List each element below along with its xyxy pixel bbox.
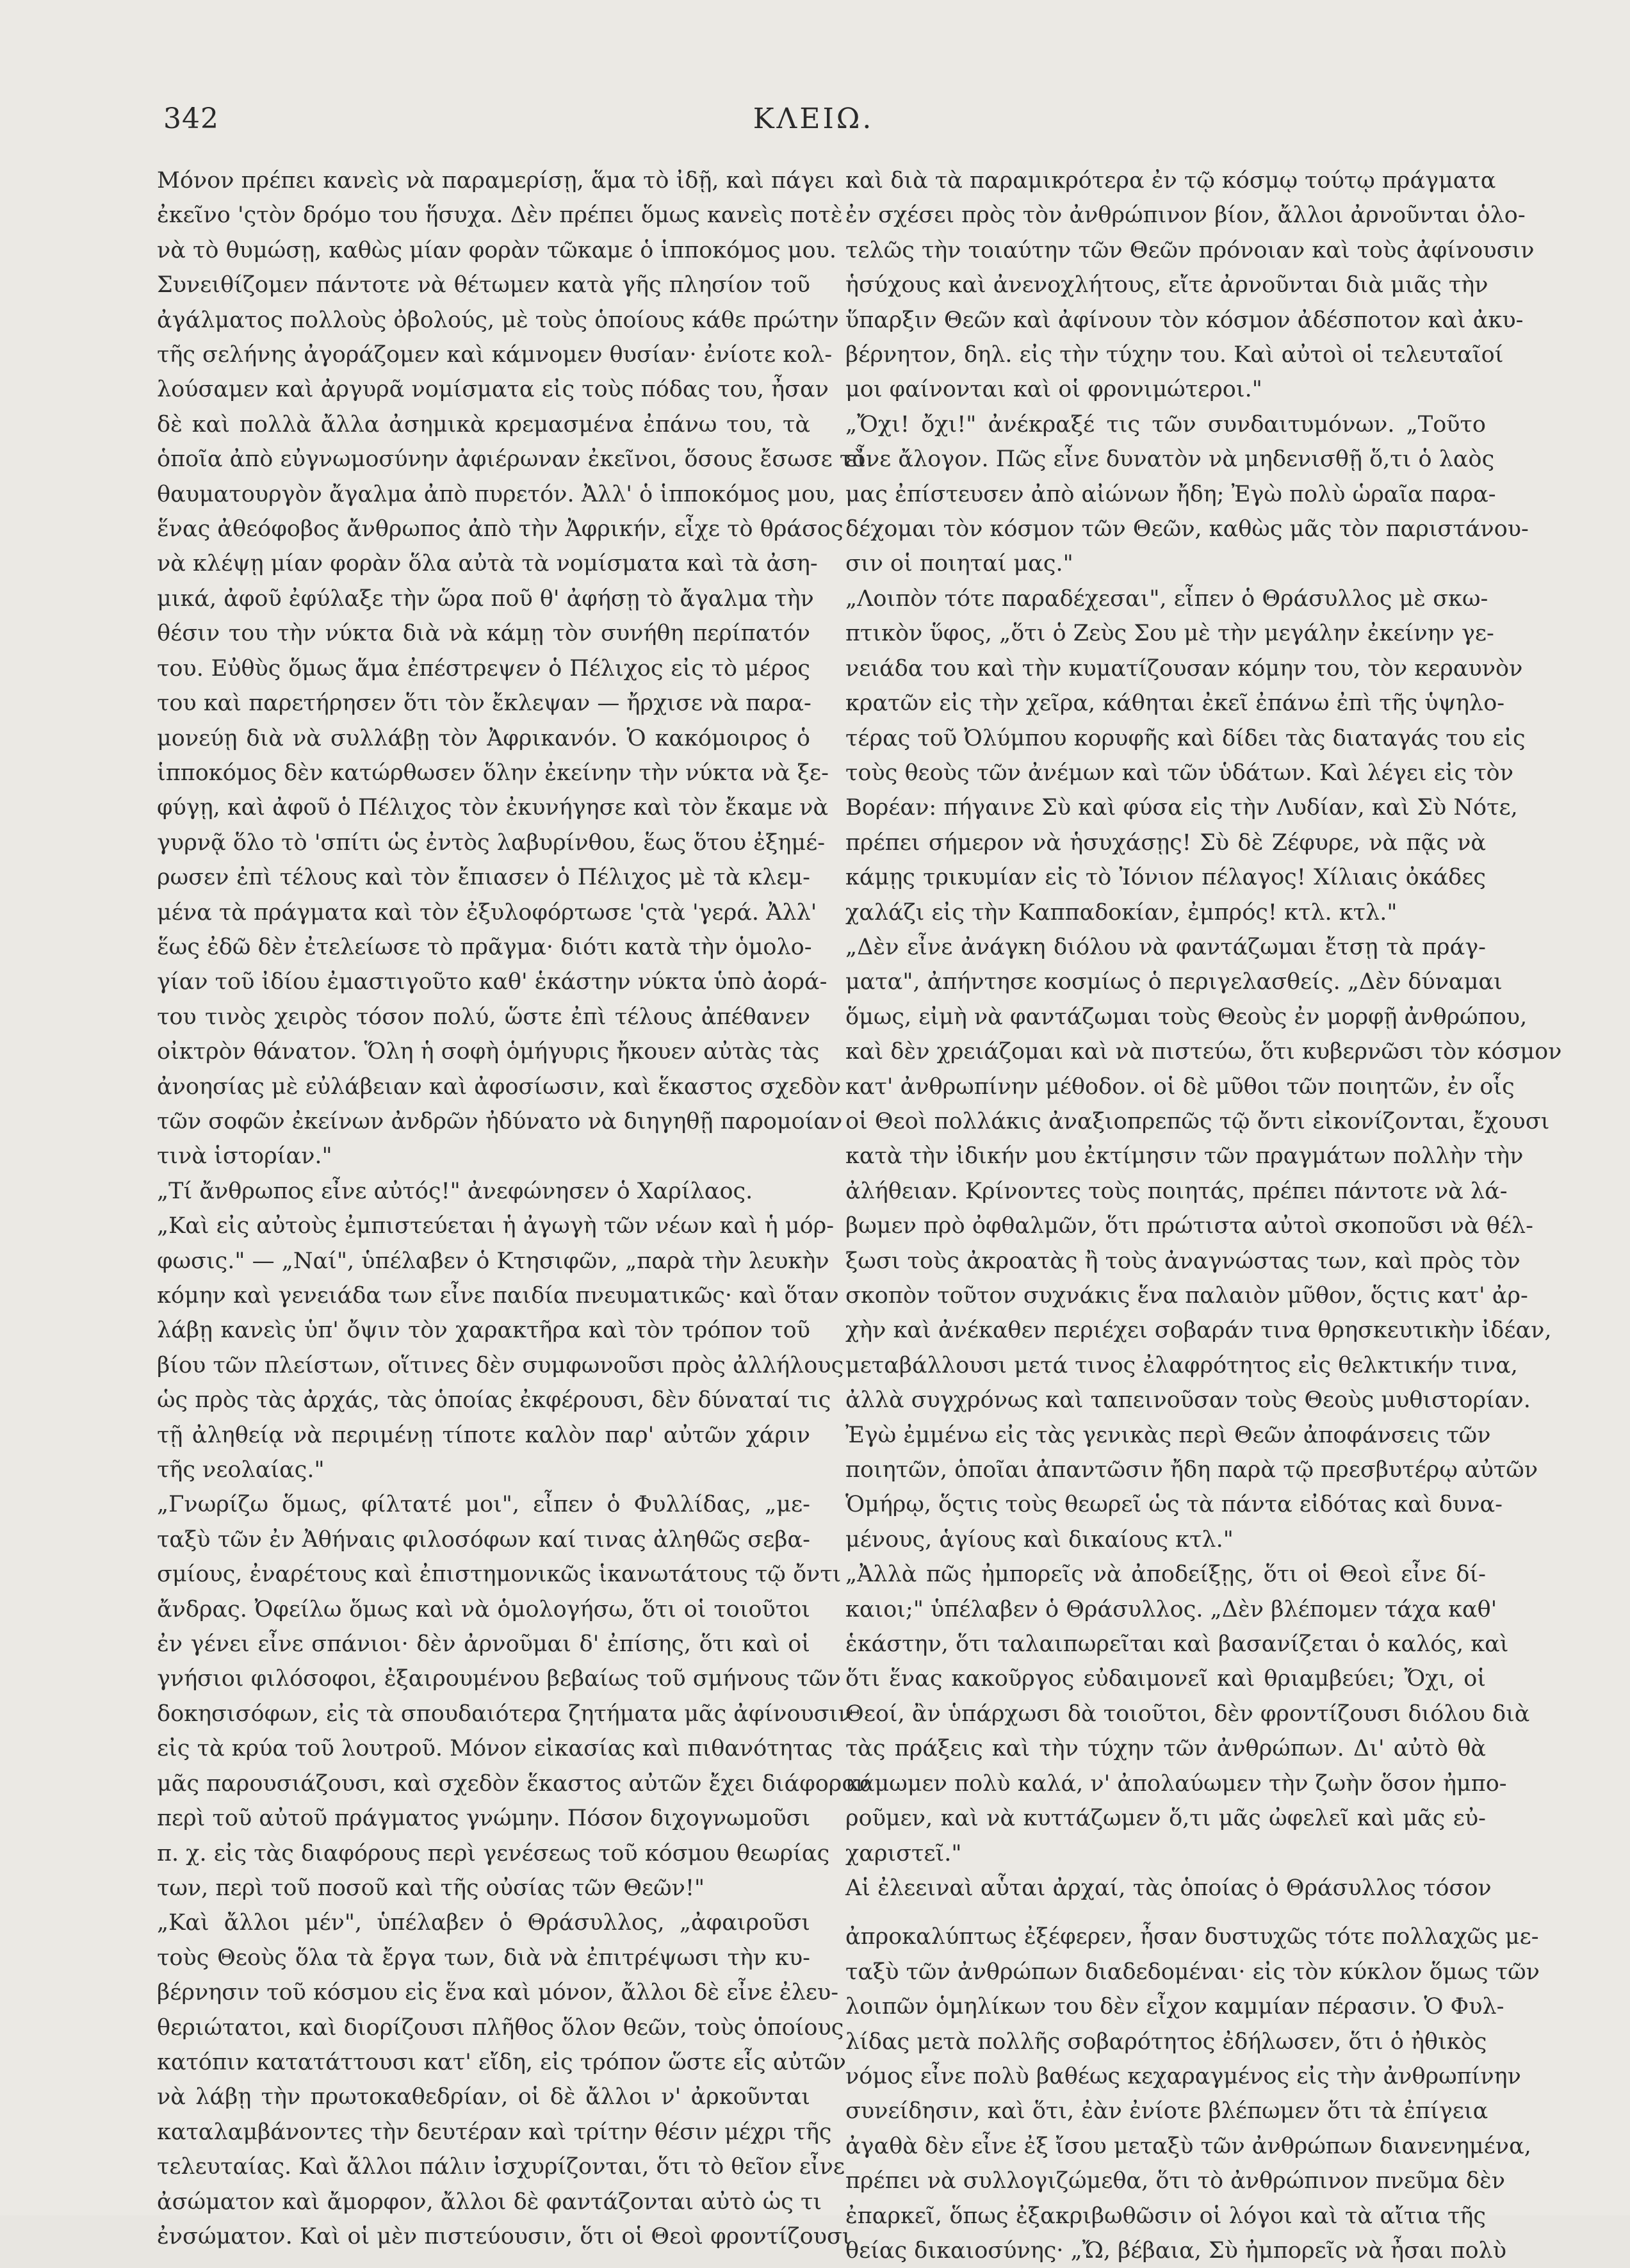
text-line: ἐν γένει εἶνε σπάνιοι· δὲν ἀρνοῦμαι δ' ἐπίσης, ὅτι καὶ οἱ [157, 1631, 810, 1658]
text-line: τελῶς τὴν τοιαύτην τῶν Θεῶν πρόνοιαν καὶ τοὺς ἀφίνουσιν [845, 237, 1535, 263]
text-line: των, περὶ τοῦ ποσοῦ καὶ τῆς οὐσίας τῶν Θεῶν!" [157, 1875, 705, 1901]
text-line: τὰς πράξεις καὶ τὴν τύχην τῶν ἀνθρώπων. Δι' αὐτὸ θὰ [845, 1736, 1486, 1762]
text-line: Βορέαν: πήγαινε Σὺ καὶ φύσα εἰς τὴν Λυδίαν, καὶ Σὺ Νότε, [845, 795, 1518, 821]
text-line: Συνειθίζομεν πάντοτε νὰ θέτωμεν κατὰ γῆς πλησίον τοῦ [157, 272, 810, 298]
text-line: ὕπαρξιν Θεῶν καὶ ἀφίνουν τὸν κόσμον ἀδέσποτον καὶ ἀκυ- [845, 307, 1524, 333]
text-line: τελευταίας. Καὶ ἄλλοι πάλιν ἰσχυρίζονται, ὅτι τὸ θεῖον εἶνε [157, 2154, 845, 2180]
text-line: ἄνδρας. Ὀφείλω ὅμως καὶ νὰ ὁμολογήσω, ὅτι οἱ τοιοῦτοι [157, 1596, 810, 1622]
text-line: γνήσιοι φιλόσοφοι, ἐξαιρουμένου βεβαίως τοῦ σμήνους τῶν [157, 1666, 841, 1692]
text-line: νὰ λάβῃ τὴν πρωτοκαθεδρίαν, οἱ δὲ ἄλλοι ν' ἀρκοῦνται [157, 2084, 810, 2110]
text-line: εἰς τὰ κρύα τοῦ λουτροῦ. Μόνον εἰκασίας καὶ πιθανότητας [157, 1736, 833, 1762]
text-line: ἀνοησίας μὲ εὐλάβειαν καὶ ἀφοσίωσιν, καὶ ἕκαστος σχεδὸν [157, 1073, 842, 1100]
text-line: οἰκτρὸν θάνατον. Ὅλη ἡ σοφὴ ὁμήγυρις ἤκουεν αὐτὰς τὰς [157, 1039, 820, 1065]
text-line: μένους, ἁγίους καὶ δικαίους κτλ." [845, 1526, 1234, 1553]
right-text-column [845, 163, 1562, 2268]
running-title: ΚΛΕΙΩ. [753, 102, 874, 135]
text-line: σιν οἱ ποιηταί μας." [845, 551, 1073, 577]
text-line: μᾶς παρουσιάζουσι, καὶ σχεδὸν ἕκαστος αὐτῶν ἔχει διάφορον [157, 1770, 869, 1797]
text-line: ἀλλὰ συγχρόνως καὶ ταπεινοῦσαν τοὺς Θεοὺς μυθιστορίαν. [845, 1387, 1531, 1414]
text-line: πτικὸν ὕφος, „ὅτι ὁ Ζεὺς Σου μὲ τὴν μεγάλην ἐκείνην γε- [845, 621, 1494, 647]
text-line: μοι φαίνονται καὶ οἱ φρονιμώτεροι." [845, 377, 1262, 403]
text-line: λίδας μετὰ πολλῆς σοβαρότητος ἐδήλωσεν, ὅτι ὁ ἠθικὸς [845, 2028, 1487, 2055]
text-line: λάβῃ κανεὶς ὑπ' ὄψιν τὸν χαρακτῆρα καὶ τὸν τρόπον τοῦ [157, 1318, 810, 1344]
text-line: νὰ κλέψῃ μίαν φορὰν ὅλα αὐτὰ τὰ νομίσματα καὶ τὰ ἀση- [157, 551, 818, 577]
text-line: „Γνωρίζω ὅμως, φίλτατέ μοι", εἶπεν ὁ Φυλλίδας, „με- [157, 1492, 810, 1518]
text-line: πρέπει σήμερον νὰ ἡσυχάσῃς! Σὺ δὲ Ζέφυρε, νὰ πᾷς νὰ [845, 829, 1486, 856]
text-line: τῆς σελήνης ἀγοράζομεν καὶ κάμνομεν θυσίαν· ἐνίοτε κολ- [157, 342, 833, 368]
text-line: δέχομαι τὸν κόσμον τῶν Θεῶν, καθὼς μᾶς τὸν παριστάνου- [845, 516, 1529, 543]
text-line: ἱπποκόμος δὲν κατώρθωσεν ὅλην ἐκείνην τὴν νύκτα νὰ ξε- [157, 760, 829, 786]
text-line: κατ' ἀνθρωπίνην μέθοδον. οἱ δὲ μῦθοι τῶν ποιητῶν, ἐν οἷς [845, 1073, 1515, 1100]
text-line: ἡσύχους καὶ ἀνενοχλήτους, εἴτε ἀρνοῦνται διὰ μιᾶς τὴν [845, 272, 1488, 298]
text-line: μένα τὰ πράγματα καὶ τὸν ἐξυλοφόρτωσε 'ςτὰ 'γερά. Ἀλλ' [157, 899, 817, 926]
text-line: νὰ τὸ θυμώσῃ, καθὼς μίαν φορὰν τῶκαμε ὁ ἱπποκόμος μου. [157, 237, 837, 263]
text-line: „Καὶ ἄλλοι μέν", ὑπέλαβεν ὁ Θράσυλλος, „ἀφαιροῦσι [157, 1910, 810, 1936]
text-line: μας ἐπίστευσεν ἀπὸ αἰώνων ἤδη; Ἐγὼ πολὺ ὡραῖα παρα- [845, 481, 1496, 507]
text-line: χὴν καὶ ἀνέκαθεν περιέχει σοβαράν τινα θρησκευτικὴν ἰδέαν, [845, 1318, 1552, 1344]
text-line: ἀπροκαλύπτως ἐξέφερεν, ἦσαν δυστυχῶς τότε πολλαχῶς με- [845, 1924, 1539, 1950]
text-line: π. χ. εἰς τὰς διαφόρους περὶ γενέσεως τοῦ κόσμου θεωρίας [157, 1840, 830, 1866]
text-line: πρέπει νὰ συλλογιζώμεθα, ὅτι τὸ ἀνθρώπινον πνεῦμα δὲν [845, 2168, 1506, 2194]
text-line: βέρνητον, δηλ. εἰς τὴν τύχην του. Καὶ αὐτοὶ οἱ τελευταῖοί [845, 342, 1504, 368]
text-line: λούσαμεν καὶ ἀργυρᾶ νομίσματα εἰς τοὺς πόδας του, ἦσαν [157, 377, 829, 403]
text-line: κατὰ τὴν ἰδικήν μου ἐκτίμησιν τῶν πραγμάτων πολλὴν τὴν [845, 1143, 1524, 1170]
text-line: βέρνησιν τοῦ κόσμου εἰς ἕνα καὶ μόνον, ἄλλοι δὲ εἶνε ἐλευ- [157, 1980, 839, 2006]
text-line: „Ὄχι! ὄχι!" ἀνέκραξέ τις τῶν συνδαιτυμόνων. „Τοῦτο [845, 411, 1486, 437]
text-line: ὡς πρὸς τὰς ἀρχάς, τὰς ὁποίας ἐκφέρουσι, δὲν δύναταί τις [157, 1387, 831, 1414]
text-line: περὶ τοῦ αὐτοῦ πράγματος γνώμην. Πόσον διχογνωμοῦσι [157, 1806, 811, 1832]
text-line: του τινὸς χειρὸς τόσον πολύ, ὥστε ἐπὶ τέλους ἀπέθανεν [157, 1004, 810, 1030]
text-line: θέσιν του τὴν νύκτα διὰ νὰ κάμῃ τὸν συνήθη περίπατόν [157, 621, 810, 647]
text-line: ματα", ἀπήντησε κοσμίως ὁ περιγελασθείς. „Δὲν δύναμαι [845, 969, 1503, 995]
text-line: δοκησισόφων, εἰς τὰ σπουδαιότερα ζητήματα μᾶς ἀφίνουσιν [157, 1701, 852, 1727]
text-line: του. Εὐθὺς ὅμως ἅμα ἐπέστρεψεν ὁ Πέλιχος εἰς τὸ μέρος [157, 655, 810, 681]
text-line: „Ἀλλὰ πῶς ἠμπορεῖς νὰ ἀποδείξῃς, ὅτι οἱ Θεοὶ εἶνε δί- [845, 1562, 1486, 1588]
page-header [157, 96, 1470, 147]
text-line: τῶν σοφῶν ἐκείνων ἀνδρῶν ἠδύνατο νὰ διηγηθῇ παρομοίαν [157, 1108, 843, 1134]
text-line: βωμεν πρὸ ὀφθαλμῶν, ὅτι πρώτιστα αὐτοὶ σκοποῦσι νὰ θέλ- [845, 1213, 1533, 1239]
text-line: κάμῃς τρικυμίαν εἰς τὸ Ἰόνιον πέλαγος! Χίλιαις ὀκάδες [845, 865, 1486, 891]
text-line: του καὶ παρετήρησεν ὅτι τὸν ἔκλεψαν — ἤρχισε νὰ παρα- [157, 690, 811, 717]
text-line: ἀγαθὰ δὲν εἶνε ἐξ ἴσου μεταξὺ τῶν ἀνθρώπων διανενημένα, [845, 2133, 1531, 2159]
text-line: καὶ δὲν χρειάζομαι καὶ νὰ πιστεύω, ὅτι κυβερνῶσι τὸν κόσμον [845, 1039, 1562, 1065]
text-line: τοὺς θεοὺς τῶν ἀνέμων καὶ τῶν ὑδάτων. Καὶ λέγει εἰς τὸν [845, 760, 1513, 786]
text-line: κατόπιν κατατάττουσι κατ' εἴδη, εἰς τρόπον ὥστε εἷς αὐτῶν [157, 2049, 846, 2075]
text-line: σμίους, ἐναρέτους καὶ ἐπιστημονικῶς ἱκανωτάτους τῷ ὄντι [157, 1562, 842, 1588]
text-line: ἀγάλματος πολλοὺς ὀβολούς, μὲ τοὺς ὁποίους κάθε πρώτην [157, 307, 839, 333]
text-line: καταλαμβάνοντες τὴν δευτέραν καὶ τρίτην θέσιν μέχρι τῆς [157, 2119, 832, 2145]
text-line: θεριώτατοι, καὶ διορίζουσι πλῆθος ὅλον θεῶν, τοὺς ὁποίους [157, 2014, 844, 2041]
text-line: τινὰ ἱστορίαν." [157, 1143, 332, 1170]
text-line: εἶνε ἄλογον. Πῶς εἶνε δυνατὸν νὰ μηδενισθῇ ὅ,τι ὁ λαὸς [845, 446, 1495, 473]
text-line: σκοπὸν τοῦτον συχνάκις ἕνα παλαιὸν μῦθον, ὅςτις κατ' ἀρ- [845, 1283, 1528, 1309]
text-line: Θεοί, ἂν ὑπάρχωσι δὰ τοιοῦτοι, δὲν φροντίζουσι διόλου διὰ [845, 1701, 1530, 1727]
text-line: ὁποῖα ἀπὸ εὐγνωμοσύνην ἀφιέρωναν ἐκεῖνοι, ὅσους ἔσωσε τὸ [157, 446, 866, 473]
text-line: ἀλήθειαν. Κρίνοντες τοὺς ποιητάς, πρέπει πάντοτε νὰ λά- [845, 1178, 1508, 1204]
text-line: ξωσι τοὺς ἀκροατὰς ἢ τοὺς ἀναγνώστας των, καὶ πρὸς τὸν [845, 1248, 1520, 1274]
text-line: τῇ ἀληθείᾳ νὰ περιμένῃ τίποτε καλὸν παρ' αὐτῶν χάριν [157, 1422, 810, 1448]
text-line: οἱ Θεοὶ πολλάκις ἀναξιοπρεπῶς τῷ ὄντι εἰκονίζονται, ἔχουσι [845, 1108, 1550, 1134]
text-line: κρατῶν εἰς τὴν χεῖρα, κάθηται ἐκεῖ ἐπάνω ἐπὶ τῆς ὑψηλο- [845, 690, 1505, 717]
text-line: ὅτι ἕνας κακοῦργος εὐδαιμονεῖ καὶ θριαμβεύει; Ὄχι, οἱ [845, 1666, 1486, 1692]
text-line: τοὺς Θεοὺς ὅλα τὰ ἔργα των, διὰ νὰ ἐπιτρέψωσι τὴν κυ- [157, 1945, 810, 1971]
text-line: „Δὲν εἶνε ἀνάγκη διόλου νὰ φαντάζωμαι ἔτσῃ τὰ πράγ- [845, 934, 1486, 960]
left-text-column [157, 163, 869, 2254]
text-line: ἐνσώματον. Καὶ οἱ μὲν πιστεύουσιν, ὅτι οἱ Θεοὶ φροντίζουσι [157, 2223, 851, 2249]
text-line: θαυματουργὸν ἄγαλμα ἀπὸ πυρετόν. Ἀλλ' ὁ ἱπποκόμος μου, [157, 481, 836, 507]
text-line: Μόνον πρέπει κανεὶς νὰ παραμερίσῃ, ἅμα τὸ ἰδῇ, καὶ πάγει [157, 168, 835, 193]
text-line: ἐν σχέσει πρὸς τὸν ἀνθρώπινον βίον, ἄλλοι ἀρνοῦνται ὁλο- [845, 202, 1526, 229]
text-line: Ὁμήρῳ, ὅςτις τοὺς θεωρεῖ ὡς τὰ πάντα εἰδότας καὶ δυνα- [845, 1492, 1503, 1518]
text-line: ρωσεν ἐπὶ τέλους καὶ τὸν ἔπιασεν ὁ Πέλιχος μὲ τὰ κλεμ- [157, 865, 810, 891]
text-line: συνείδησιν, καὶ ὅτι, ἐὰν ἐνίοτε βλέπωμεν ὅτι τὰ ἐπίγεια [845, 2098, 1488, 2125]
text-line: τῆς νεολαίας." [157, 1457, 325, 1483]
text-line: χαλάζι εἰς τὴν Καππαδοκίαν, ἐμπρός! κτλ. κτλ." [845, 899, 1398, 926]
text-line: ἐκεῖνο 'ςτὸν δρόμο του ἥσυχα. Δὲν πρέπει ὅμως κανεὶς ποτὲ [157, 202, 843, 229]
text-line: φωσις." — „Ναί", ὑπέλαβεν ὁ Κτησιφῶν, „παρὰ τὴν λευκὴν [157, 1248, 829, 1274]
text-line: ἐπαρκεῖ, ὅπως ἐξακριβωθῶσιν οἱ λόγοι καὶ τὰ αἴτια τῆς [845, 2203, 1486, 2229]
text-line: τέρας τοῦ Ὀλύμπου κορυφῆς καὶ δίδει τὰς διαταγάς του εἰς [845, 725, 1526, 751]
text-line: λοιπῶν ὁμηλίκων του δὲν εἶχον καμμίαν πέρασιν. Ὁ Φυλ- [845, 1994, 1504, 2020]
text-line: „Τί ἄνθρωπος εἶνε αὐτός!" ἀνεφώνησεν ὁ Χαρίλαος. [157, 1178, 753, 1204]
text-line: Αἱ ἐλεειναὶ αὗται ἀρχαί, τὰς ὁποίας ὁ Θράσυλλος τόσον [845, 1875, 1492, 1901]
text-line: νειάδα του καὶ τὴν κυματίζουσαν κόμην του, τὸν κεραυνὸν [845, 655, 1523, 681]
text-line: „Λοιπὸν τότε παραδέχεσαι", εἶπεν ὁ Θράσυλλος μὲ σκω- [845, 585, 1488, 612]
text-line: βίου τῶν πλείστων, οἵτινες δὲν συμφωνοῦσι πρὸς ἀλλήλους [157, 1352, 844, 1378]
text-line: γυρνᾷ ὅλο τὸ 'σπίτι ὡς ἐντὸς λαβυρίνθου, ἕως ὅτου ἐξημέ- [157, 829, 826, 856]
text-line: χαριστεῖ." [845, 1840, 962, 1866]
text-line: ταξὺ τῶν ἀνθρώπων διαδεδομέναι· εἰς τὸν κύκλον ὅμως τῶν [845, 1959, 1540, 1985]
text-line: θείας δικαιοσύνης· „Ὤ, βέβαια, Σὺ ἠμπορεῖς νὰ ἦσαι πολὺ [845, 2237, 1507, 2264]
text-line: μικά, ἀφοῦ ἐφύλαξε τὴν ὥρα ποῦ θ' ἀφήσῃ τὸ ἄγαλμα τὴν [157, 585, 814, 612]
text-line: ταξὺ τῶν ἐν Ἀθήναις φιλοσόφων καί τινας ἀληθῶς σεβα- [157, 1526, 810, 1553]
text-line: γίαν τοῦ ἰδίου ἐμαστιγοῦτο καθ' ἑκάστην νύκτα ὑπὸ ἀορά- [157, 969, 827, 995]
text-line: δὲ καὶ πολλὰ ἄλλα ἀσημικὰ κρεμασμένα ἐπάνω του, τὰ [157, 411, 810, 437]
text-line: Ἐγὼ ἐμμένω εἰς τὰς γενικὰς περὶ Θεῶν ἀποφάνσεις τῶν [845, 1422, 1491, 1448]
text-line: ροῦμεν, καὶ νὰ κυττάζωμεν ὅ,τι μᾶς ὠφελεῖ καὶ μᾶς εὐ- [845, 1806, 1486, 1832]
text-line: μεταβάλλουσι μετά τινος ἐλαφρότητος εἰς θελκτικήν τινα, [845, 1352, 1518, 1378]
text-line: καιοι;" ὑπέλαβεν ὁ Θράσυλλος. „Δὲν βλέπομεν τάχα καθ' [845, 1596, 1497, 1622]
text-line: ἕνας ἀθεόφοβος ἄνθρωπος ἀπὸ τὴν Ἀφρικήν, εἶχε τὸ θράσος [157, 516, 844, 543]
page-number: 342 [163, 102, 219, 135]
text-line: φύγῃ, καὶ ἀφοῦ ὁ Πέλιχος τὸν ἐκυνήγησε καὶ τὸν ἔκαμε νὰ [157, 795, 829, 821]
text-line: „Καὶ εἰς αὐτοὺς ἐμπιστεύεται ἡ ἀγωγὴ τῶν νέων καὶ ἡ μόρ- [157, 1213, 835, 1239]
text-line: κάμωμεν πολὺ καλά, ν' ἀπολαύωμεν τὴν ζωὴν ὅσον ἠμπο- [845, 1770, 1507, 1797]
text-line: ἑκάστην, ὅτι ταλαιπωρεῖται καὶ βασανίζεται ὁ καλός, καὶ [845, 1631, 1509, 1658]
text-line: ἀσώματον καὶ ἄμορφον, ἄλλοι δὲ φαντάζονται αὐτὸ ὡς τι [157, 2189, 822, 2215]
text-line: ὅμως, εἰμὴ νὰ φαντάζωμαι τοὺς Θεοὺς ἐν μορφῇ ἀνθρώπου, [845, 1004, 1528, 1030]
text-line: νόμος εἶνε πολὺ βαθέως κεχαραγμένος εἰς τὴν ἀνθρωπίνην [845, 2063, 1521, 2089]
text-line: μονεύῃ διὰ νὰ συλλάβῃ τὸν Ἀφρικανόν. Ὁ κακόμοιρος ὁ [157, 725, 810, 751]
text-line: καὶ διὰ τὰ παραμικρότερα ἐν τῷ κόσμῳ τούτῳ πράγματα [845, 168, 1496, 193]
text-line: ἕως ἐδῶ δὲν ἐτελείωσε τὸ πρᾶγμα· διότι κατὰ τὴν ὁμολο- [157, 934, 812, 960]
text-line: κόμην καὶ γενειάδα των εἶνε παιδία πνευματικῶς· καὶ ὅταν [157, 1283, 839, 1309]
text-line: ποιητῶν, ὁποῖαι ἀπαντῶσιν ἤδη παρὰ τῷ πρεσβυτέρῳ αὐτῶν [845, 1457, 1538, 1483]
